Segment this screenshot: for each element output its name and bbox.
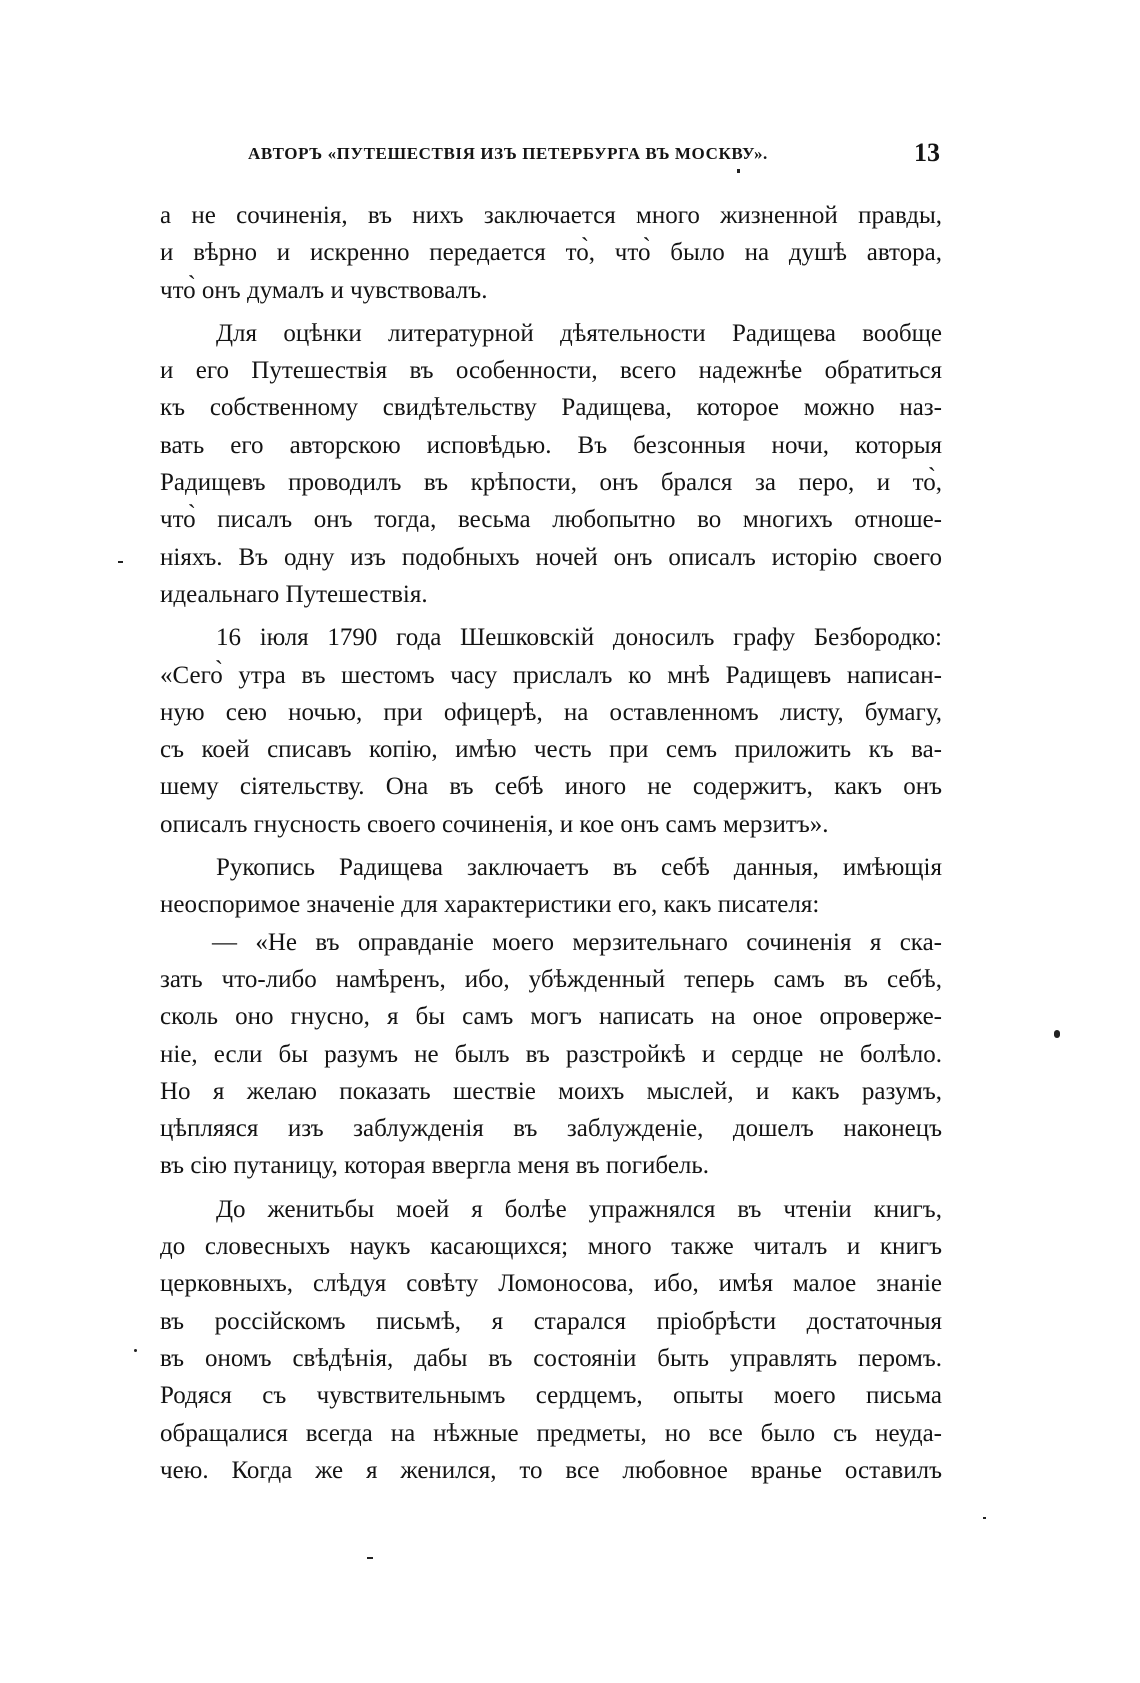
text-line: До женитьбы моей я болѣе упражнялся въ чтеніи книгъ, (216, 1195, 942, 1223)
paragraph (160, 1191, 942, 1489)
page-number: 13 (914, 138, 940, 167)
paragraph (160, 849, 942, 924)
text-line: и его Путешествія въ особенности, всего надежнѣе обратиться (160, 357, 942, 385)
text-line: цѣпляяся изъ заблужденія въ заблужденіе, дошелъ наконецъ (160, 1115, 942, 1143)
text-line: Для оцѣнки литературной дѣятельности Радищева вообще (216, 319, 942, 347)
paragraph (160, 197, 942, 309)
text-line: — «Не въ оправданіе моего мерзительнаго сочиненія я ска- (212, 928, 942, 956)
page-header (160, 138, 960, 178)
text-line: и вѣрно и искренно передается то̀, что̀ было на душѣ автора, (160, 239, 942, 267)
text-line: Родяся съ чувствительнымъ сердцемъ, опыты моего письма (160, 1382, 942, 1410)
text-line: церковныхъ, слѣдуя совѣту Ломоносова, ибо, имѣя малое знаніе (160, 1270, 942, 1298)
paragraph (160, 619, 942, 843)
text-line: Рукопись Радищева заключаетъ въ себѣ данныя, имѣющія (216, 854, 942, 882)
text-line: въ сію путаницу, которая ввергла меня въ погибель. (160, 1152, 710, 1180)
text-line: Радищевъ проводилъ въ крѣпости, онъ брался за перо, и то̀, (160, 469, 942, 497)
paragraph (160, 924, 942, 1185)
text-line: сколь оно гнусно, я бы самъ могъ написать на оное опроверже- (160, 1003, 942, 1031)
scan-speck (737, 169, 740, 173)
text-line: въ ономъ свѣдѣнія, дабы въ состояніи быть управлять перомъ. (160, 1344, 942, 1372)
text-line: до словесныхъ наукъ касающихся; много также читалъ и книгъ (160, 1233, 942, 1261)
scan-speck (118, 561, 123, 563)
scan-speck (134, 1349, 137, 1352)
paragraph (160, 315, 942, 613)
text-line: описалъ гнусность своего сочиненія, и кое онъ самъ мерзитъ». (160, 810, 829, 838)
text-line: шему сіятельству. Она въ себѣ иного не содержитъ, какъ онъ (160, 773, 942, 801)
text-line: ную сею ночью, при офицерѣ, на оставленномъ листу, бумагу, (160, 698, 942, 726)
text-line: а не сочиненія, въ нихъ заключается много жизненной правды, (160, 202, 942, 229)
body-text (160, 197, 942, 1489)
running-title: АВТОРЪ «ПУТЕШЕСТВІЯ ИЗЪ ПЕТЕРБУРГА ВЪ МОСКВУ». (248, 144, 768, 163)
text-line: вать его авторскою исповѣдью. Въ безсонныя ночи, которыя (160, 431, 942, 459)
text-line: съ коей списавъ копію, имѣю честь при семъ приложить къ ва- (160, 736, 942, 764)
text-line: къ собственному свидѣтельству Радищева, которое можно наз- (160, 394, 942, 422)
text-line: неоспоримое значеніе для характеристики его, какъ писателя: (160, 891, 820, 919)
scan-speck (983, 1517, 986, 1519)
text-line: «Сего̀ утра въ шестомъ часу прислалъ ко мнѣ Радищевъ написан- (160, 661, 942, 689)
text-line: ніе, если бы разумъ не былъ въ разстройкѣ и сердце не болѣло. (160, 1040, 942, 1068)
text-line: обращалися всегда на нѣжные предметы, но все было съ неуда- (160, 1419, 942, 1447)
text-line: въ россійскомъ письмѣ, я старался пріобрѣсти достаточныя (160, 1307, 942, 1335)
text-line: Но я желаю показать шествіе моихъ мыслей, и какъ разумъ, (160, 1077, 942, 1105)
text-line: что̀ писалъ онъ тогда, весьма любопытно во многихъ отноше- (160, 506, 942, 534)
scan-speck (1054, 1030, 1060, 1038)
text-line: идеальнаго Путешествія. (160, 580, 428, 608)
text-line: что̀ онъ думалъ и чувствовалъ. (160, 276, 488, 304)
text-line: чею. Когда же я женился, то все любовное вранье оставилъ (160, 1456, 942, 1484)
scan-speck (367, 1557, 373, 1559)
text-line: ніяхъ. Въ одну изъ подобныхъ ночей онъ описалъ исторію своего (160, 543, 942, 571)
text-line: зать что-либо намѣренъ, ибо, убѣжденный теперь самъ въ себѣ, (160, 965, 942, 993)
text-line: 16 іюля 1790 года Шешковскій доносилъ графу Безбородко: (216, 624, 942, 652)
